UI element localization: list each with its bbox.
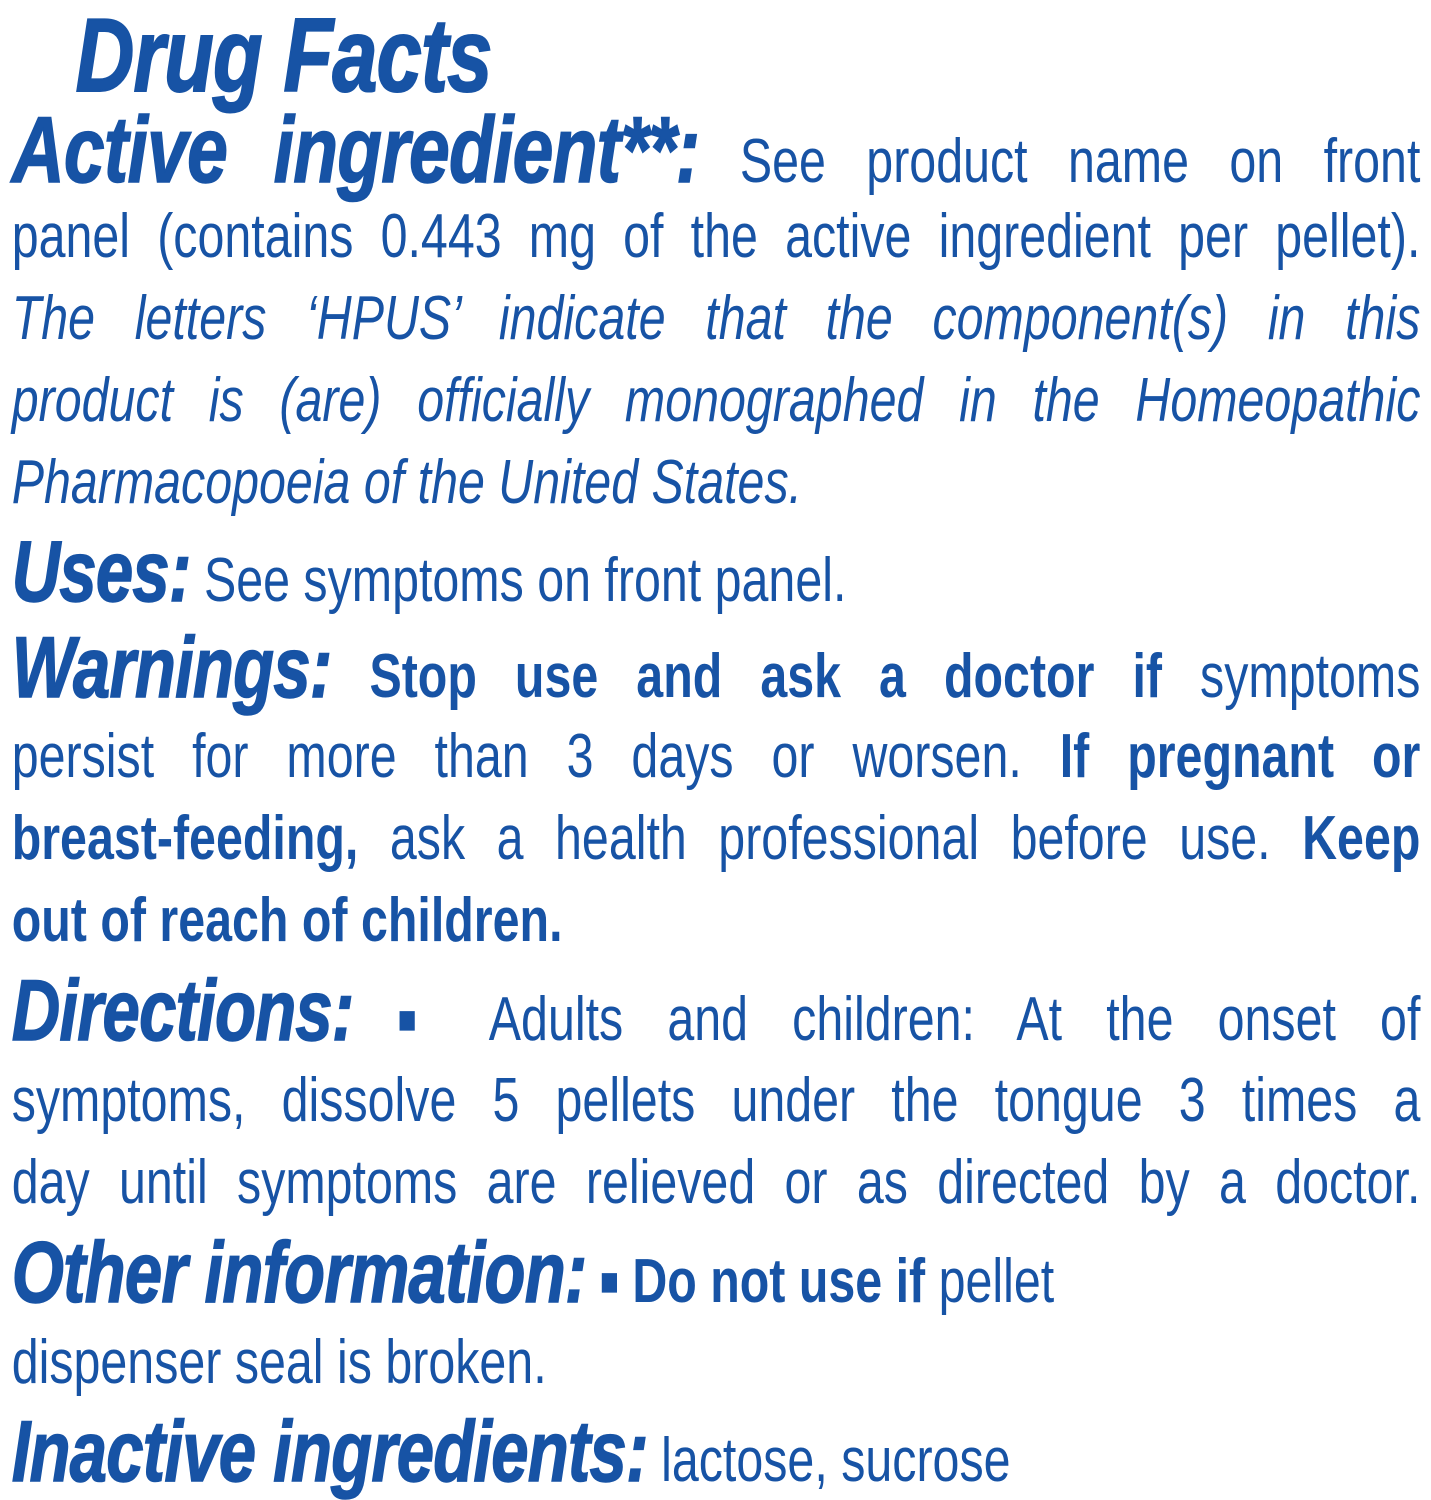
warnings-line-1: Warnings: Stop use and ask a doctor if symptoms bbox=[11, 620, 1421, 716]
directions-heading: Directions: bbox=[11, 963, 354, 1059]
hpus-note-line-3: Pharmacopoeia of the United States. bbox=[11, 448, 803, 517]
directions-line-1: Directions: ■ Adults and children: At the onset of bbox=[11, 963, 1421, 1059]
uses-body: See symptoms on front panel. bbox=[203, 546, 847, 615]
other-information-line-1: Other information: ■ Do not use if pellet bbox=[11, 1225, 1055, 1321]
drug-facts-title-line bbox=[12, 0, 1421, 114]
other-information-heading: Other information: bbox=[11, 1225, 587, 1321]
warnings-heading: Warnings: bbox=[11, 620, 332, 716]
hpus-note-line-2: product is (are) officially monographed in the Homeopathic bbox=[11, 366, 1421, 435]
directions-line-3: day until symptoms are relieved or as directed by a doctor. bbox=[11, 1148, 1421, 1217]
directions-line-2: symptoms, dissolve 5 pellets under the tongue 3 times a bbox=[11, 1066, 1421, 1135]
inactive-ingredients-heading: Inactive ingredients: bbox=[11, 1404, 648, 1500]
inactive-ingredients-body: lactose, sucrose bbox=[661, 1426, 1011, 1495]
hpus-note-line-1: The letters ‘HPUS’ indicate that the component(s) in this bbox=[11, 284, 1421, 353]
active-ingredient-heading: Active ingredient**: bbox=[11, 97, 700, 202]
active-ingredient-intro: See product name on front bbox=[739, 127, 1421, 196]
other-information-line-2: dispenser seal is broken. bbox=[11, 1328, 547, 1397]
square-bullet-icon: ■ bbox=[599, 1259, 619, 1304]
uses-heading: Uses: bbox=[11, 524, 191, 620]
uses-line bbox=[12, 524, 1421, 620]
active-ingredient-line-2: panel (contains 0.443 mg of the active ingredient per pellet). bbox=[11, 202, 1421, 271]
drug-facts-title: Drug Facts bbox=[75, 0, 492, 114]
inactive-ingredients-line bbox=[12, 1404, 1421, 1500]
active-ingredient-line-1 bbox=[11, 97, 1421, 202]
warnings-line-2: persist for more than 3 days or worsen. If pregnant or bbox=[11, 722, 1421, 791]
warnings-line-4: out of reach of children. bbox=[11, 886, 563, 955]
warnings-line-3: breast-feeding, ask a health professional before use. Keep bbox=[11, 804, 1421, 873]
square-bullet-icon: ■ bbox=[397, 997, 448, 1042]
